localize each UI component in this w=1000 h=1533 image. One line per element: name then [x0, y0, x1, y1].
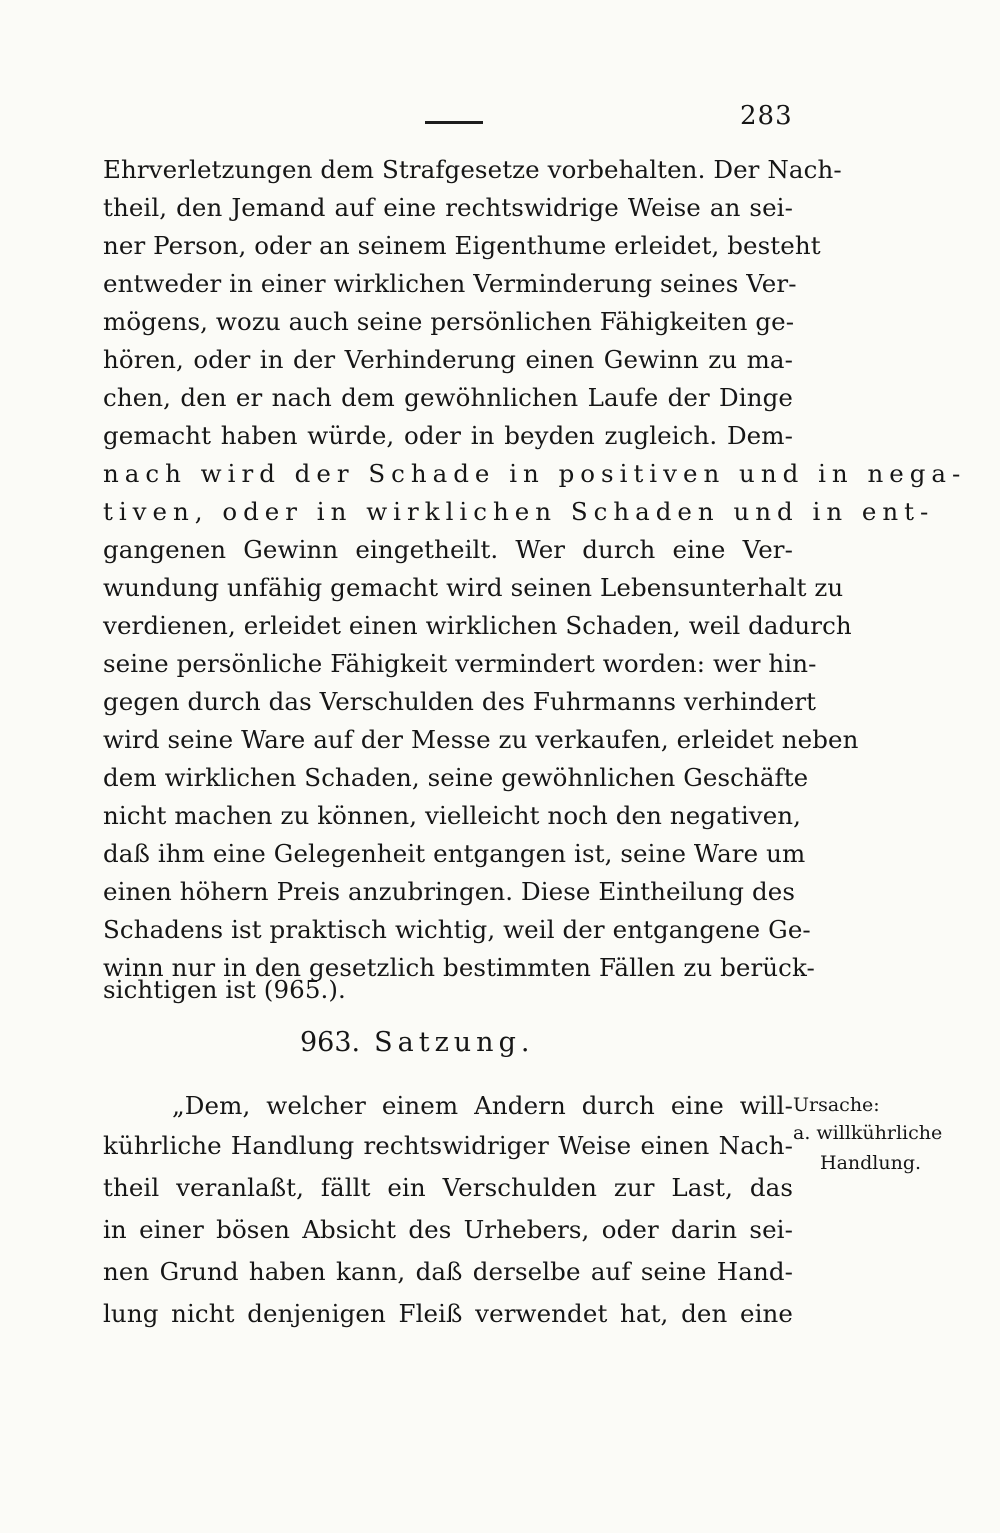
text-line: gegen durch das Verschulden des Fuhrmanns verhindert	[103, 687, 817, 716]
text-line: entweder in einer wirklichen Verminderung seines Ver-	[103, 269, 797, 298]
text-line: nen Grund haben kann, daß derselbe auf seine Hand-	[103, 1257, 793, 1286]
margin-note: Handlung.	[820, 1152, 922, 1174]
text-line: einen höhern Preis anzubringen. Diese Eintheilung des	[103, 877, 795, 906]
text-line: hören, oder in der Verhinderung einen Gewinn zu ma-	[103, 345, 793, 374]
text-line: in einer bösen Absicht des Urhebers, oder darin sei-	[103, 1215, 793, 1244]
text-line: Ehrverletzungen dem Strafgesetze vorbehalten. Der Nach-	[103, 155, 842, 184]
text-line: wundung unfähig gemacht wird seinen Lebensunterhalt zu	[103, 573, 844, 602]
text-line: nach wird der Schade in positiven und in nega-	[103, 459, 967, 488]
text-line: Schadens ist praktisch wichtig, weil der entgangene Ge-	[103, 915, 811, 944]
text-line: mögens, wozu auch seine persönlichen Fähigkeiten ge-	[103, 307, 795, 336]
text-line: nicht machen zu können, vielleicht noch den negativen,	[103, 801, 802, 830]
text-line: verdienen, erleidet einen wirklichen Schaden, weil dadurch	[103, 611, 852, 640]
section-title: Satzung.	[374, 1027, 535, 1058]
text-line: chen, den er nach dem gewöhnlichen Laufe der Dinge	[103, 383, 793, 412]
header-rule	[425, 121, 483, 124]
text-line: winn nur in den gesetzlich bestimmten Fällen zu berück-	[103, 953, 815, 982]
text-line: ner Person, oder an seinem Eigenthume erleidet, besteht	[103, 231, 821, 260]
margin-note: Ursache:	[793, 1094, 880, 1116]
text-line: daß ihm eine Gelegenheit entgangen ist, seine Ware um	[103, 839, 806, 868]
text-line: lung nicht denjenigen Fleiß verwendet hat, den eine	[103, 1299, 793, 1328]
text-line: dem wirklichen Schaden, seine gewöhnlichen Geschäfte	[103, 763, 809, 792]
section-number: 963.	[300, 1027, 361, 1058]
text-line: seine persönliche Fähigkeit vermindert worden: wer hin-	[103, 649, 817, 678]
text-line: gemacht haben würde, oder in beyden zugleich. Dem-	[103, 421, 793, 450]
text-line: gangenen Gewinn eingetheilt. Wer durch eine Ver-	[103, 535, 793, 564]
section-heading	[300, 1023, 700, 1063]
text-line: sichtigen ist (965.).	[103, 975, 346, 1004]
text-line: wird seine Ware auf der Messe zu verkaufen, erleidet neben	[103, 725, 859, 754]
text-line: tiven, oder in wirklichen Schaden und in ent-	[103, 497, 935, 526]
text-line: theil veranlaßt, fällt ein Verschulden zur Last, das	[103, 1173, 793, 1202]
text-line: theil, den Jemand auf eine rechtswidrige Weise an sei-	[103, 193, 793, 222]
text-line: „Dem, welcher einem Andern durch eine will-	[172, 1091, 793, 1120]
text-line: kührliche Handlung rechtswidriger Weise einen Nach-	[103, 1131, 793, 1160]
page-number: 283	[740, 101, 793, 131]
margin-note: a. willkührliche	[793, 1122, 943, 1144]
